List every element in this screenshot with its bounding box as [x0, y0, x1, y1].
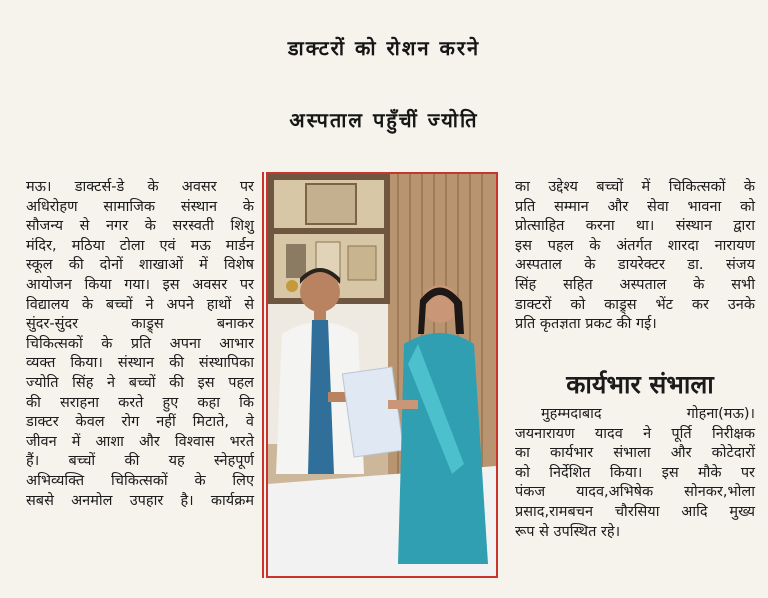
article-line: स्कूल की दोनों शाखाओं में विशेष	[26, 257, 254, 274]
article-line: जयनारायण यादव ने पूर्ति निरीक्षक	[515, 425, 755, 442]
second-story-body	[515, 405, 755, 542]
article-right-column	[515, 178, 755, 335]
article-line: प्रति कृतज्ञता प्रकट की गई।	[515, 316, 657, 333]
article-line: की सराहना करते हुए कहा कि	[26, 394, 254, 411]
article-line: मुहम्मदाबाद गोहना(मऊ)।	[541, 406, 755, 422]
article-line: डाक्टर केवल रोग नहीं मिटाते, वे	[26, 414, 254, 431]
article-line: मंदिर, मठिया टोला एवं मऊ मार्डन	[26, 237, 254, 254]
article-line: प्रसाद,रामबचन चौरसिया आदि मुख्य	[515, 503, 755, 520]
article-line: चिकित्सकों के प्रति अपना आभार	[26, 335, 254, 352]
article-line: डाक्टरों को काड्र्स भेंट कर उनके	[515, 296, 755, 313]
article-line: हैं। बच्चों की यह स्नेहपूर्ण	[26, 453, 254, 470]
article-line: आयोजन किया गया। इस अवसर पर	[26, 276, 254, 293]
article-line: मऊ। डाक्टर्स-डे के अवसर पर	[26, 179, 254, 195]
article-line: अधिरोहण सामाजिक संस्थान के	[26, 198, 254, 215]
article-line: का कार्यभार संभाला और कोटेदारों	[515, 445, 755, 462]
article-line: व्यक्त किया। संस्थान की संस्थापिका	[26, 355, 254, 372]
article-line: प्रोत्साहित करना था। संस्थान द्वारा	[515, 218, 755, 235]
article-line: रूप से उपस्थित रहे।	[515, 523, 621, 540]
article-line: प्रति सम्मान और सेवा भावना को	[515, 198, 755, 215]
article-line: को निर्देशित किया। इस मौके पर	[515, 464, 755, 481]
article-line: का उद्देश्य बच्चों में चिकित्सकों के	[515, 179, 755, 195]
column-divider	[262, 172, 264, 578]
article-line: ज्योति सिंह ने बच्चों की इस पहल	[26, 374, 254, 391]
photo-illustration	[268, 174, 496, 576]
article-line: अस्पताल के डायरेक्टर डा. संजय	[515, 257, 755, 274]
article-line: अभिव्यक्ति चिकित्सकों के लिए	[26, 472, 254, 489]
article-left-column	[26, 178, 254, 511]
second-story-title: कार्यभार संभाला	[566, 370, 714, 399]
article-line: सुंदर-सुंदर काड्र्स बनाकर	[26, 316, 254, 333]
headline-line-2: अस्पताल पहुँचीं ज्योति	[289, 108, 479, 132]
news-photo	[266, 172, 498, 578]
article-line: पंकज यादव,अभिषेक सोनकर,भोला	[515, 484, 755, 501]
article-line: इस पहल के अंतर्गत शारदा नारायण	[515, 237, 755, 254]
article-line: विद्यालय के बच्चों ने अपने हाथों से	[26, 296, 254, 313]
headline-line-1: डाक्टरों को रोशन करने	[287, 36, 481, 60]
article-line: सबसे अनमोल उपहार है। कार्यक्रम	[26, 492, 254, 509]
article-line: सौजन्य से नगर के सरस्वती शिशु	[26, 218, 254, 235]
article-line: जीवन में आशा और विश्वास भरते	[26, 433, 254, 450]
article-line: सिंह सहित अस्पताल के सभी	[515, 276, 755, 293]
